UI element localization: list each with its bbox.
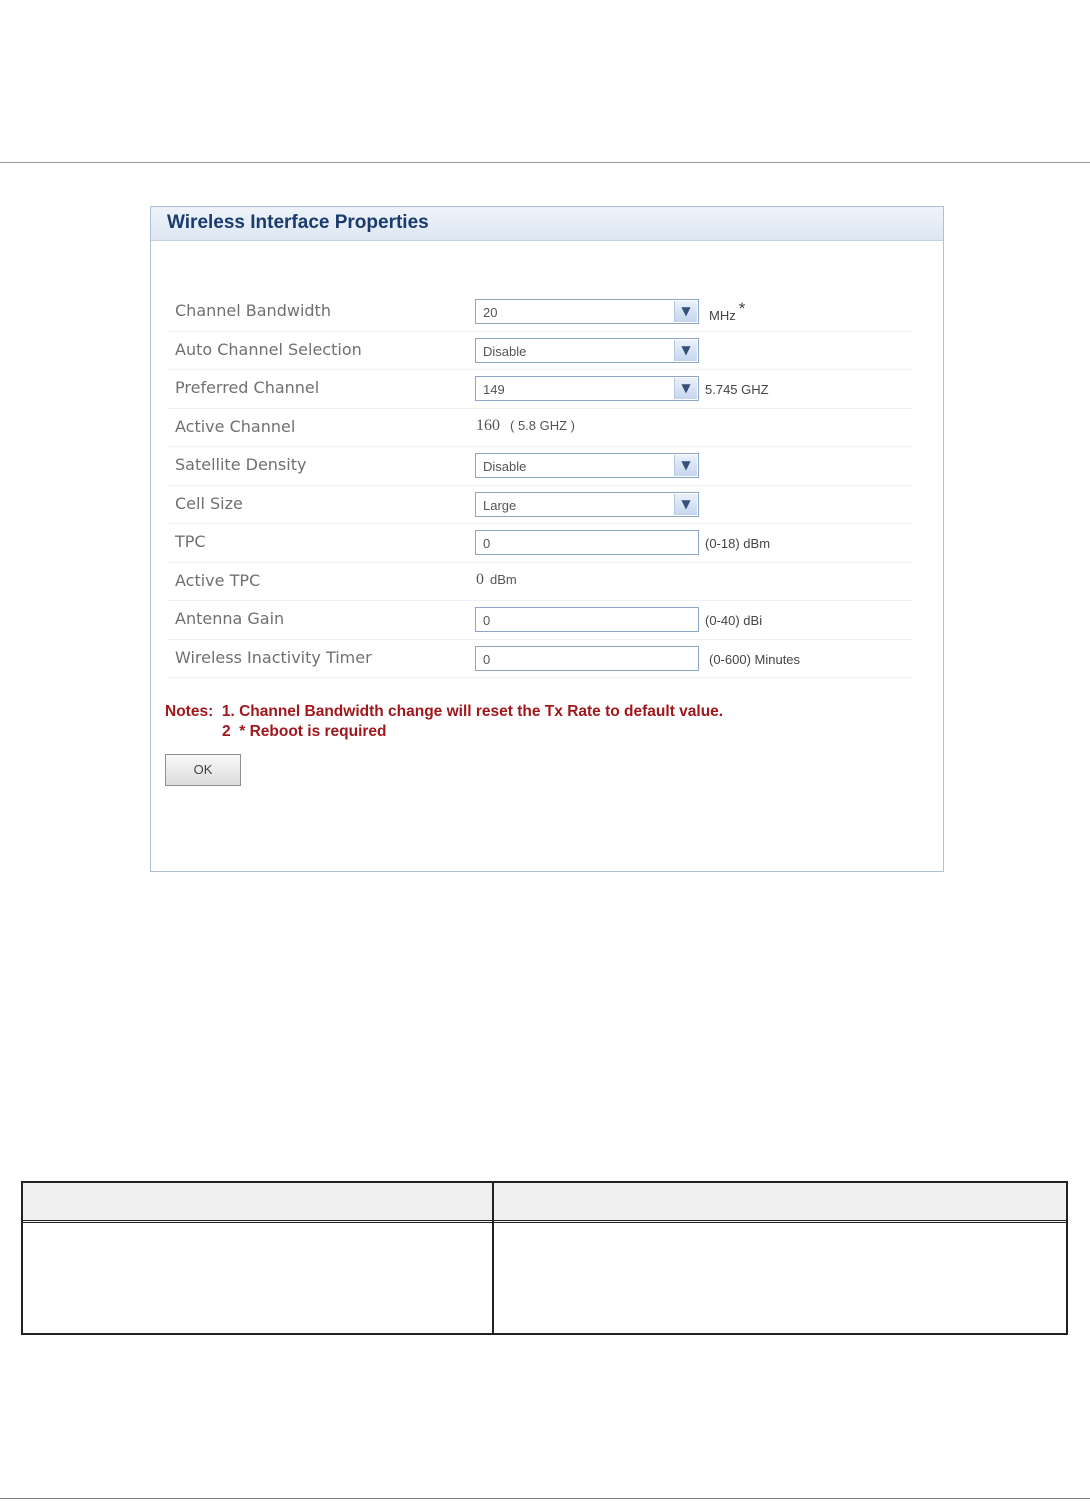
row-satellite-density (167, 447, 913, 486)
tpc-value: 0 (483, 536, 491, 551)
satellite-density-label: Satellite Density (175, 455, 307, 474)
chevron-down-icon[interactable]: ▼ (674, 378, 697, 399)
table-column-divider (492, 1183, 494, 1333)
row-cell-size (167, 486, 913, 525)
note-line-1: Notes: 1. Channel Bandwidth change will reset the Tx Rate to default value. (165, 703, 724, 720)
antenna-gain-range: (0-40) dBi (705, 613, 763, 628)
auto-channel-selection-select[interactable] (475, 338, 699, 363)
row-channel-bandwidth (167, 293, 913, 332)
row-tpc (167, 524, 913, 563)
active-tpc-label: Active TPC (175, 570, 261, 590)
note-line-2: 2 * Reboot is required (222, 723, 387, 740)
channel-bandwidth-unit: MHz * (709, 299, 746, 323)
cell-size-label: Cell Size (175, 493, 243, 513)
wireless-inactivity-timer-input[interactable] (475, 646, 699, 671)
preferred-channel-value: 149 (483, 382, 505, 397)
active-channel-label: Active Channel (175, 416, 296, 436)
panel-header (151, 207, 943, 241)
active-channel-value: 160 ( 5.8 GHZ ) (476, 416, 576, 434)
panel-title: Wireless Interface Properties (167, 212, 429, 233)
notes (165, 702, 723, 742)
antenna-gain-label: Antenna Gain (175, 609, 285, 628)
properties-form (167, 293, 913, 678)
chevron-down-icon[interactable]: ▼ (674, 340, 697, 361)
description-table (21, 1181, 1068, 1335)
satellite-density-value: Disable (483, 459, 527, 474)
row-active-channel (167, 409, 913, 448)
tpc-label: TPC (175, 532, 206, 551)
ok-button[interactable]: OK (165, 754, 241, 786)
auto-channel-selection-value: Disable (483, 343, 527, 359)
wireless-inactivity-timer-value: 0 (483, 651, 491, 667)
preferred-channel-frequency: 5.745 GHZ (705, 382, 769, 397)
antenna-gain-value: 0 (483, 613, 491, 628)
row-auto-channel-selection (167, 332, 913, 371)
cell-size-select[interactable] (475, 492, 699, 517)
row-preferred-channel (167, 370, 913, 409)
preferred-channel-label: Preferred Channel (175, 378, 320, 397)
row-antenna-gain (167, 601, 913, 640)
table-header-row (23, 1183, 1066, 1223)
header-divider (0, 162, 1090, 163)
antenna-gain-input[interactable] (475, 607, 699, 632)
wireless-inactivity-timer-label: Wireless Inactivity Timer (175, 647, 372, 667)
chevron-down-icon[interactable]: ▼ (674, 494, 697, 515)
channel-bandwidth-label: Channel Bandwidth (175, 301, 331, 320)
tpc-range: (0-18) dBm (705, 536, 771, 551)
footer-divider (0, 1498, 1090, 1499)
tpc-input[interactable] (475, 530, 699, 555)
satellite-density-select[interactable] (475, 453, 699, 478)
chevron-down-icon[interactable]: ▼ (674, 301, 697, 322)
chevron-down-icon[interactable]: ▼ (674, 455, 697, 476)
active-tpc-value: 0 dBm (476, 570, 517, 588)
channel-bandwidth-select[interactable] (475, 299, 699, 324)
wireless-inactivity-timer-range: (0-600) Minutes (709, 651, 801, 667)
channel-bandwidth-value: 20 (483, 305, 498, 320)
preferred-channel-select[interactable] (475, 376, 699, 401)
auto-channel-selection-label: Auto Channel Selection (175, 339, 362, 359)
wireless-interface-properties-panel (150, 206, 944, 872)
row-active-tpc (167, 563, 913, 602)
row-wireless-inactivity-timer (167, 640, 913, 679)
cell-size-value: Large (483, 497, 517, 513)
